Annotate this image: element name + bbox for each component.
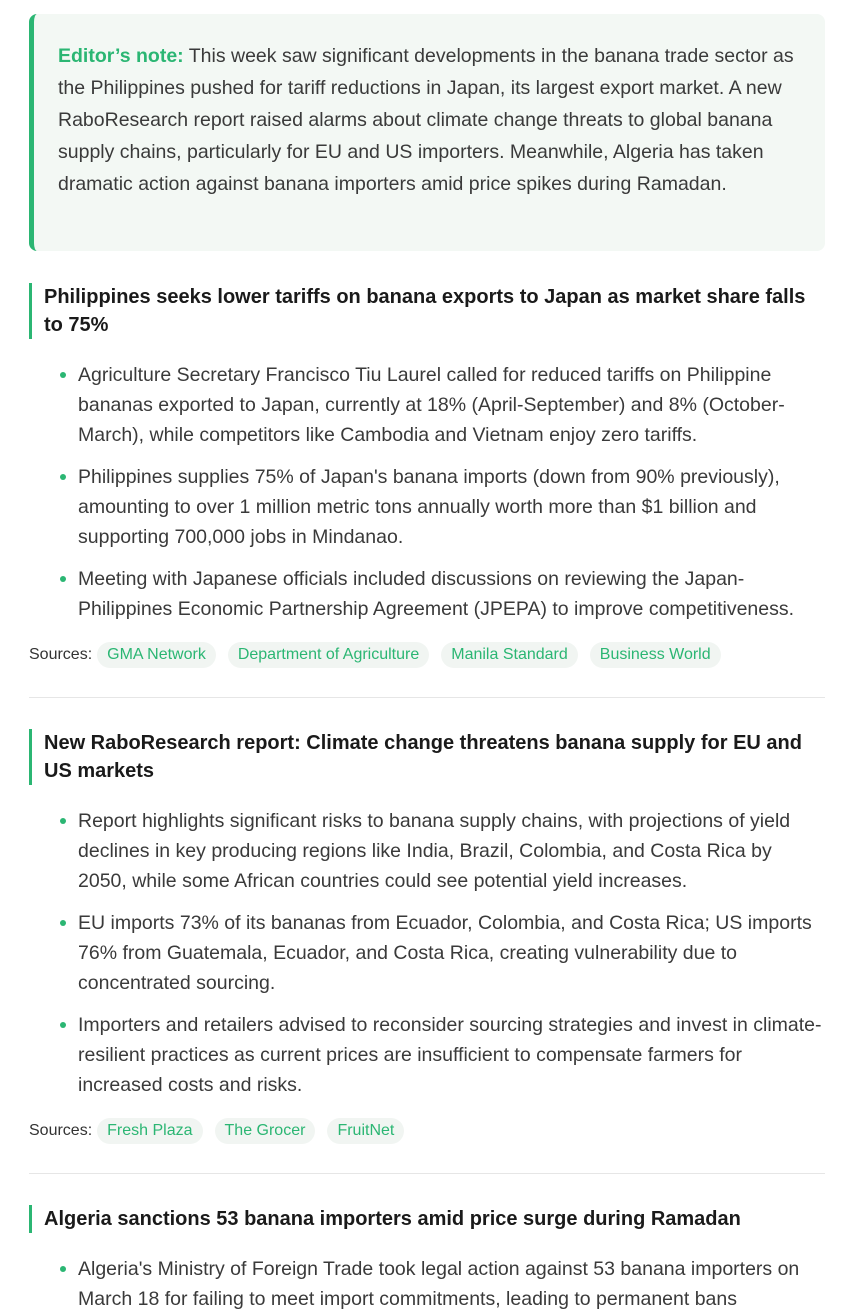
bullet-text: Meeting with Japanese officials included discussions on reviewing the Japan-Philippines Economic Partnership Agreement (JPEPA) to improve competitiveness. [78,568,795,620]
sources-row [29,1118,825,1144]
sources-label: Sources: [29,1122,93,1139]
bullet-text: Agriculture Secretary Francisco Tiu Laurel called for reduced tariffs on Philippine bananas exported to Japan, currently at 18% (April-September) and 8% (October-March), while competitors like Cambodia and Vietnam enjoy zero tariffs. [78,364,785,446]
source-link-fresh-plaza[interactable]: Fresh Plaza [97,1118,202,1144]
bullet-dot-icon [60,1266,66,1272]
bullet-dot-icon [60,1022,66,1028]
bullet-text: Importers and retailers advised to reconsider sourcing strategies and invest in climate-resilient practices as current prices are insufficient to compensate farmers for increased costs and risks. [78,1014,822,1096]
source-link-business-world[interactable]: Business World [590,642,721,668]
story-bullets [29,360,825,624]
bullet-item [29,462,825,552]
bullet-item [29,1010,825,1100]
story-raboresearch-climate [29,729,825,1144]
bullet-item [29,806,825,896]
story-bullets [29,1254,825,1314]
editor-note [29,14,825,251]
source-link-gma-network[interactable]: GMA Network [97,642,216,668]
story-title: Philippines seeks lower tariffs on banana exports to Japan as market share falls to 75% [29,283,825,339]
bullet-text: Report highlights significant risks to banana supply chains, with projections of yield declines in key producing regions like India, Brazil, Colombia, and Costa Rica by 2050, while some African countries could see potential yield increases. [78,810,791,892]
story-philippines-tariffs [29,283,825,668]
story-bullets [29,806,825,1100]
source-link-department-of-agriculture[interactable]: Department of Agriculture [228,642,429,668]
bullet-dot-icon [60,576,66,582]
bullet-text: EU imports 73% of its bananas from Ecuador, Colombia, and Costa Rica; US imports 76% from Guatemala, Ecuador, and Costa Rica, creating vulnerability due to concentrated sourcing. [78,912,812,994]
bullet-text: Algeria's Ministry of Foreign Trade took legal action against 53 banana importers on March 18 for failing to meet import commitments, leading to permanent bans [78,1258,800,1310]
bullet-dot-icon [60,372,66,378]
editor-note-label: Editor’s note: [58,45,184,67]
story-title: Algeria sanctions 53 banana importers amid price surge during Ramadan [29,1205,825,1233]
source-link-fruitnet[interactable]: FruitNet [327,1118,404,1144]
bullet-dot-icon [60,474,66,480]
story-title: New RaboResearch report: Climate change threatens banana supply for EU and US markets [29,729,825,785]
bullet-item [29,1254,825,1314]
sources-row [29,642,825,668]
section-divider [29,697,825,698]
bullet-dot-icon [60,818,66,824]
bullet-item [29,564,825,624]
story-algeria-sanctions [29,1205,825,1314]
sources-label: Sources: [29,646,93,663]
bullet-text: Philippines supplies 75% of Japan's banana imports (down from 90% previously), amounting to over 1 million metric tons annually worth more than $1 billion and supporting 700,000 jobs in Mindanao. [78,466,780,548]
bullet-item [29,908,825,998]
bullet-item [29,360,825,450]
source-link-the-grocer[interactable]: The Grocer [215,1118,316,1144]
editor-note-text: This week saw significant developments in the banana trade sector as the Philippines pushed for tariff reductions in Japan, its largest export market. A new RaboResearch report raised alarms about climate change threats to global banana supply chains, particularly for EU and US importers. Meanwhile, Algeria has taken dramatic action against banana importers amid price spikes during Ramadan. [58,45,794,195]
section-divider [29,1173,825,1174]
source-link-manila-standard[interactable]: Manila Standard [441,642,578,668]
bullet-dot-icon [60,920,66,926]
